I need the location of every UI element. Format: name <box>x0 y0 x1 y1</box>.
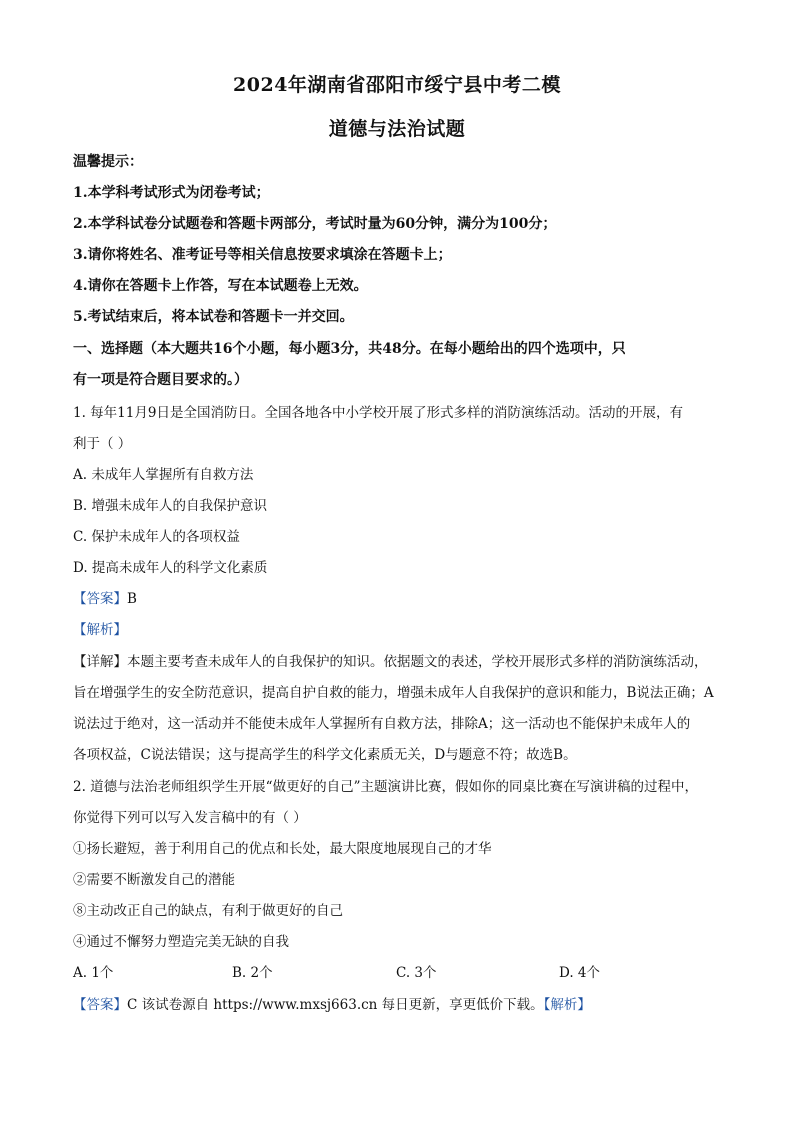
tip-item: 4.请你在答题卡上作答，写在本试题卷上无效。 <box>73 278 368 294</box>
question-1-answer <box>73 587 137 607</box>
exam-subject: 道德与法治试题 <box>328 118 466 140</box>
analysis-tag: 【解析】 <box>73 622 127 638</box>
question-1-detail: 旨在增强学生的安全防范意识，提高自护自救的能力，增强未成年人自我保护的意识和能力，B说法正确；A <box>73 685 714 701</box>
section-heading: 一、选择题（本大题共16个小题，每小题3分，共48分。在每小题给出的四个选项中，只 <box>73 341 626 357</box>
question-2-statement: ①扬长避短，善于利用自己的优点和长处，最大限度地展现自己的才华 <box>73 841 492 857</box>
answer-tag: 【答案】 <box>73 997 127 1013</box>
answer-tag: 【答案】 <box>73 591 127 607</box>
tip-item: 3.请你将姓名、准考证号等相关信息按要求填涂在答题卡上； <box>73 247 452 263</box>
question-2-stem-cont: 你觉得下列可以写入发言稿中的有（ ） <box>73 810 307 826</box>
question-1-analysis <box>73 618 127 638</box>
question-1-detail: 【详解】本题主要考查未成年人的自我保护的知识。依据题文的表述，学校开展形式多样的消防演练活动， <box>73 654 708 670</box>
section-heading-cont: 有一项是符合题目要求的。） <box>73 372 248 388</box>
answer-value: C 该试卷源自 https://www.mxsj663.cn 每日更新，享更低价下载。 <box>127 997 544 1013</box>
question-1-stem-cont: 利于（ ） <box>73 436 132 452</box>
question-2-statement: ②需要不断激发自己的潜能 <box>73 872 235 888</box>
question-1-option-a: A. 未成年人掌握所有自救方法 <box>73 467 254 483</box>
question-2-option-c: C. 3个 <box>396 965 437 981</box>
question-1-option-b: B. 增强未成年人的自我保护意识 <box>73 498 268 514</box>
question-2-option-b: B. 2个 <box>232 965 273 981</box>
tips-heading: 温馨提示： <box>73 154 143 170</box>
question-2-answer <box>73 993 591 1013</box>
question-1-option-c: C. 保护未成年人的各项权益 <box>73 529 240 545</box>
exam-title: 2024年湖南省邵阳市绥宁县中考二模 <box>233 74 561 96</box>
tip-item: 1.本学科考试形式为闭卷考试； <box>73 185 270 201</box>
question-1-detail: 说法过于绝对，这一活动并不能使未成年人掌握所有自救方法，排除A；这一活动也不能保护未成年人的 <box>73 716 691 732</box>
question-1-stem: 1. 每年11月9日是全国消防日。全国各地各中小学校开展了形式多样的消防演练活动。活动的开展，有 <box>73 405 683 421</box>
question-2-option-a: A. 1个 <box>73 965 114 981</box>
question-1-option-d: D. 提高未成年人的科学文化素质 <box>73 560 268 576</box>
analysis-tag: 【解析】 <box>543 997 591 1013</box>
question-2-statement: ④通过不懈努力塑造完美无缺的自我 <box>73 934 289 950</box>
question-2-stem: 2. 道德与法治老师组织学生开展“做更好的自己”主题演讲比赛，假如你的同桌比赛在写演讲稿的过程中， <box>73 779 698 795</box>
answer-value: B <box>127 591 137 607</box>
question-2-option-d: D. 4个 <box>559 965 601 981</box>
question-1-detail: 各项权益，C说法错误；这与提高学生的科学文化素质无关，D与题意不符；故选B。 <box>73 747 577 763</box>
tip-item: 5.考试结束后，将本试卷和答题卡一并交回。 <box>73 309 354 325</box>
question-2-statement: ⑧主动改正自己的缺点，有利于做更好的自己 <box>73 903 343 919</box>
tip-item: 2.本学科试卷分试题卷和答题卡两部分，考试时量为60分钟，满分为100分； <box>73 216 557 232</box>
